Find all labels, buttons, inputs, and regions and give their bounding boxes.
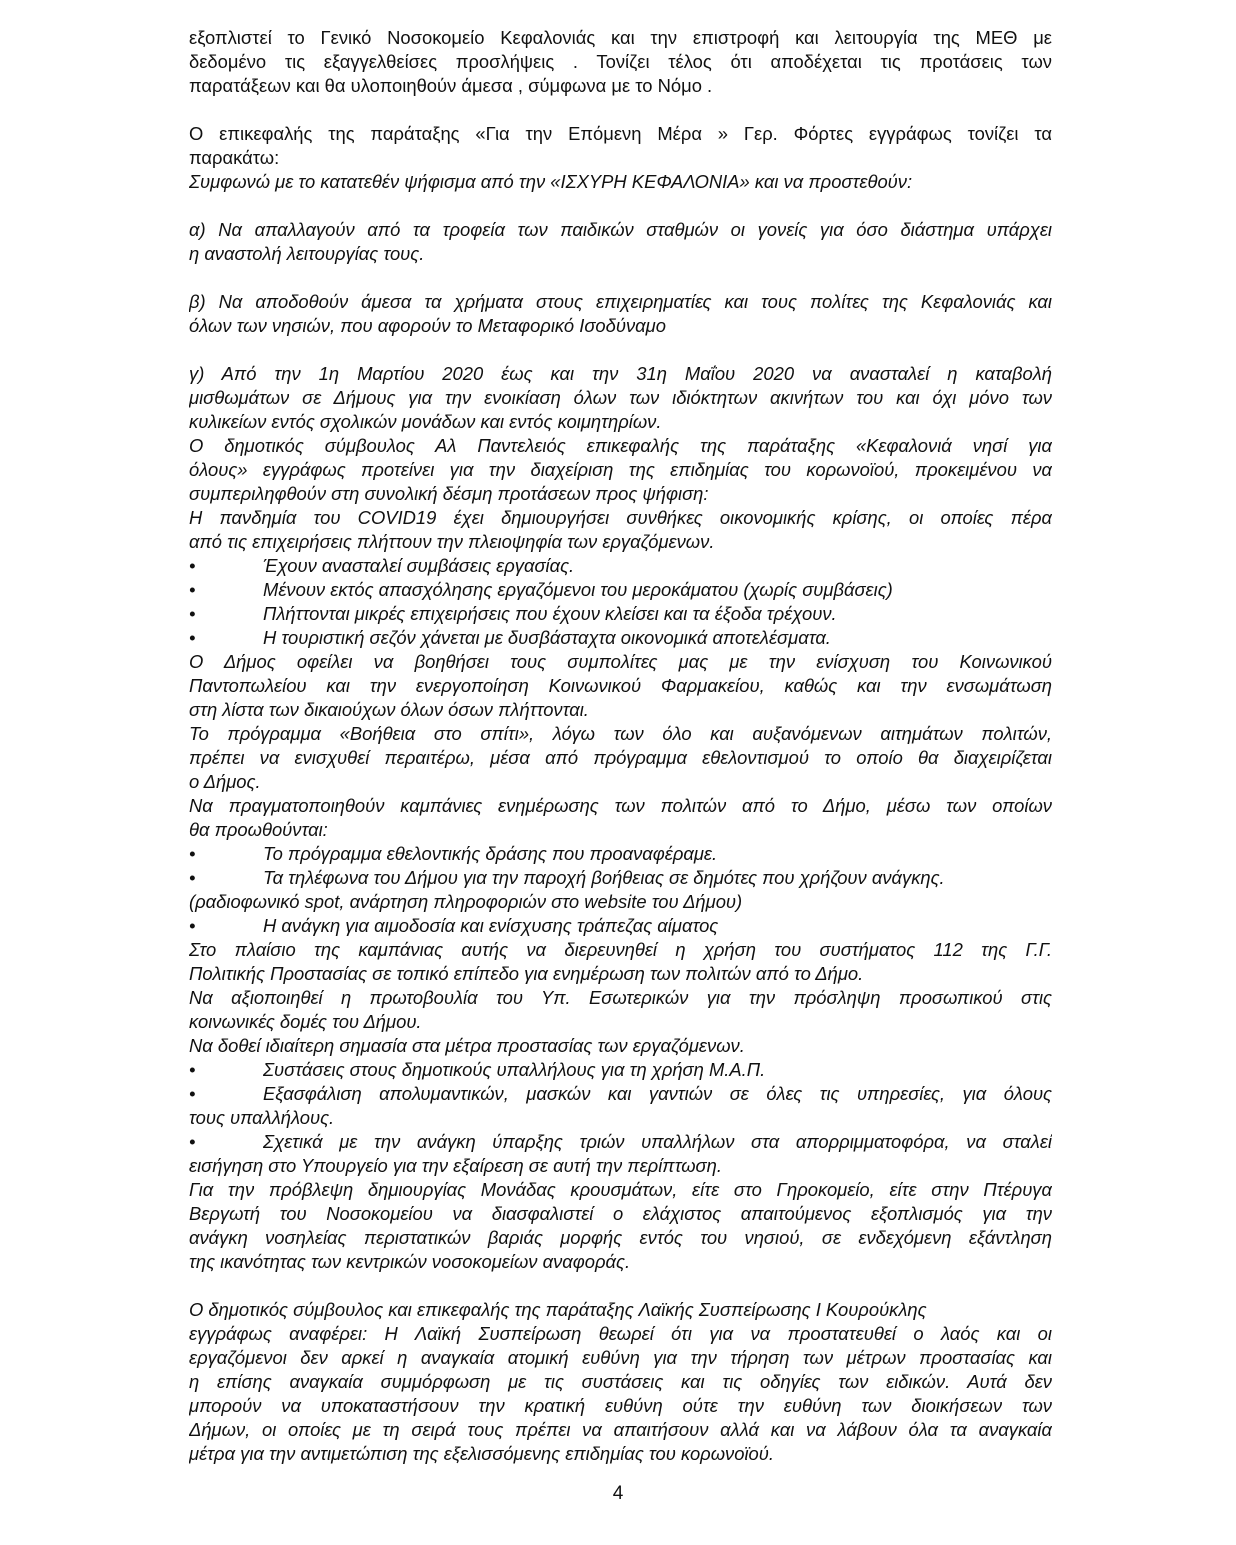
text-line: Να δοθεί ιδιαίτερη σημασία στα μέτρα προστασίας των εργαζόμενων. bbox=[189, 1035, 745, 1056]
text-line: θα προωθούνται: bbox=[189, 819, 328, 840]
text-line: α) Να απαλλαγούν από τα τροφεία των παιδικών σταθμών οι γονείς για όσο διάστημα υπάρχει bbox=[189, 219, 1052, 240]
text-line: Βεργωτή του Νοσοκομείου να διασφαλιστεί ο ελάχιστος απαιτούμενος εξοπλισμός για την bbox=[189, 1203, 1052, 1224]
bullet-item bbox=[189, 1082, 1052, 1106]
bullet-text: Μένουν εκτός απασχόλησης εργαζόμενοι του μεροκάματου (χωρίς συμβάσεις) bbox=[263, 579, 893, 600]
text-line: συμπεριληφθούν στη συνολική δέσμη προτάσεων προς ψήφιση: bbox=[189, 483, 709, 504]
bullet-marker: • bbox=[189, 579, 196, 600]
bullet-item bbox=[189, 1130, 1052, 1154]
text-line: δεδομένο τις εξαγγελθείσες προσλήψεις . Τονίζει τέλος ότι αποδέχεται τις προτάσεις των bbox=[189, 51, 1052, 72]
bullet-marker: • bbox=[189, 843, 196, 864]
bullet-item bbox=[189, 842, 1052, 866]
bullet-text: Συστάσεις στους δημοτικούς υπαλλήλους για τη χρήση Μ.Α.Π. bbox=[263, 1059, 766, 1080]
bullet-marker: • bbox=[189, 603, 196, 624]
text-line: β) Να αποδοθούν άμεσα τα χρήματα στους επιχειρηματίες και τους πολίτες της Κεφαλονιάς και bbox=[189, 291, 1052, 312]
page-number: 4 bbox=[612, 1483, 624, 1504]
text-line: από τις επιχειρήσεις πλήττουν την πλειοψηφία των εργαζόμενων. bbox=[189, 531, 715, 552]
text-line: Το πρόγραμμα «Βοήθεια στο σπίτι», λόγω των όλο και αυξανόμενων αιτημάτων πολιτών, bbox=[189, 723, 1052, 744]
text-line: εξοπλιστεί το Γενικό Νοσοκομείο Κεφαλονιάς και την επιστροφή και λειτουργία της ΜΕΘ με bbox=[189, 27, 1052, 48]
bullet-text: Η τουριστική σεζόν χάνεται με δυσβάσταχτα οικονομικά αποτελέσματα. bbox=[263, 627, 831, 648]
text-line: κυλικείων εντός σχολικών μονάδων και εντός κοιμητηρίων. bbox=[189, 411, 662, 432]
text-line: εργαζόμενοι δεν αρκεί η αναγκαία ατομική ευθύνη για την τήρηση των μέτρων προστασίας και bbox=[189, 1347, 1052, 1368]
text-line: Να αξιοποιηθεί η πρωτοβουλία του Υπ. Εσωτερικών για την πρόσληψη προσωπικού στις bbox=[189, 987, 1052, 1008]
bullet-text: Το πρόγραμμα εθελοντικής δράσης που προαναφέραμε. bbox=[263, 843, 718, 864]
bullet-text: Πλήττονται μικρές επιχειρήσεις που έχουν κλείσει και τα έξοδα τρέχουν. bbox=[263, 603, 837, 624]
text-line: της ικανότητας των κεντρικών νοσοκομείων αναφοράς. bbox=[189, 1251, 631, 1272]
text-line: ανάγκη νοσηλείας περιστατικών βαριάς μορφής εντός του νησιού, σε ενδεχόμενη εξάντληση bbox=[189, 1227, 1052, 1248]
text-line: εισήγηση στο Υπουργείο για την εξαίρεση σε αυτή την περίπτωση. bbox=[189, 1155, 722, 1176]
bullet-marker: • bbox=[189, 1059, 196, 1080]
text-line: μπορούν να υποκαταστήσουν την κρατική ευθύνη ούτε την ευθύνη των διοικήσεων των bbox=[189, 1395, 1052, 1416]
text-line: όλων των νησιών, που αφορούν το Μεταφορικό Ισοδύναμο bbox=[189, 315, 666, 336]
text-line: γ) Από την 1η Μαρτίου 2020 έως και την 31η Μαΐου 2020 να ανασταλεί η καταβολή bbox=[189, 363, 1052, 384]
bullet-marker: • bbox=[189, 915, 196, 936]
bullet-text: Εξασφάλιση απολυμαντικών, μασκών και γαντιών σε όλες τις υπηρεσίες, για όλους bbox=[263, 1083, 1052, 1104]
text-line: η επίσης αναγκαία συμμόρφωση με τις συστάσεις και τις οδηγίες των ειδικών. Αυτά δεν bbox=[189, 1371, 1052, 1392]
text-line: όλους» εγγράφως προτείνει για την διαχείριση της επιδημίας του κορωνοϊού, προκειμένου να bbox=[189, 459, 1052, 480]
text-line: Δήμων, οι οποίες με τη σειρά τους πρέπει να απαιτήσουν αλλά και να λάβουν όλα τα αναγκαία bbox=[189, 1419, 1052, 1440]
bullet-marker: • bbox=[189, 627, 196, 648]
bullet-text: Σχετικά με την ανάγκη ύπαρξης τριών υπαλλήλων στα απορριμματοφόρα, να σταλεί bbox=[263, 1131, 1052, 1152]
text-line: ο Δήμος. bbox=[189, 771, 261, 792]
text-line: εγγράφως αναφέρει: Η Λαϊκή Συσπείρωση θεωρεί ότι για να προστατευθεί ο λαός και οι bbox=[189, 1323, 1052, 1344]
bullet-marker: • bbox=[189, 867, 196, 888]
text-line: παρατάξεων και θα υλοποιηθούν άμεσα , σύμφωνα με το Νόμο . bbox=[189, 75, 713, 96]
bullet-text: Έχουν ανασταλεί συμβάσεις εργασίας. bbox=[263, 555, 575, 576]
text-line: παρακάτω: bbox=[189, 147, 280, 168]
text-line: Παντοπωλείου και την ενεργοποίηση Κοινωνικού Φαρμακείου, καθώς και την ενσωμάτωση bbox=[189, 675, 1052, 696]
bullet-item bbox=[189, 1058, 1052, 1082]
bullet-item bbox=[189, 914, 1052, 938]
bullet-text: Η ανάγκη για αιμοδοσία και ενίσχυσης τράπεζας αίματος bbox=[263, 915, 719, 936]
text-line: Ο επικεφαλής της παράταξης «Για την Επόμενη Μέρα » Γερ. Φόρτες εγγράφως τονίζει τα bbox=[189, 123, 1052, 144]
text-line: Η πανδημία του COVID19 έχει δημιουργήσει συνθήκες οικονομικής κρίσης, οι οποίες πέρα bbox=[189, 507, 1052, 528]
text-line: πρέπει να ενισχυθεί περαιτέρω, μέσα από πρόγραμμα εθελοντισμού το οποίο θα διαχειρίζεται bbox=[189, 747, 1052, 768]
bullet-item bbox=[189, 602, 1052, 626]
text-line: Ο δημοτικός σύμβουλος και επικεφαλής της παράταξης Λαϊκής Συσπείρωσης Ι Κουρούκλης bbox=[189, 1299, 927, 1320]
bullet-item bbox=[189, 866, 1052, 890]
bullet-marker: • bbox=[189, 555, 196, 576]
text-line: Για την πρόβλεψη δημιουργίας Μονάδας κρουσμάτων, είτε στο Γηροκομείο, είτε στην Πτέρυγα bbox=[189, 1179, 1052, 1200]
text-line: μέτρα για την αντιμετώπιση της εξελισσόμενης επιδημίας του κορωνοϊού. bbox=[189, 1443, 774, 1464]
text-line: Στο πλαίσιο της καμπάνιας αυτής να διερευνηθεί η χρήση του συστήματος 112 της Γ.Γ. bbox=[189, 939, 1052, 960]
bullet-text: Τα τηλέφωνα του Δήμου για την παροχή βοήθειας σε δημότες που χρήζουν ανάγκης. bbox=[263, 867, 945, 888]
text-line: η αναστολή λειτουργίας τους. bbox=[189, 243, 425, 264]
text-line: μισθωμάτων σε Δήμους για την ενοικίαση όλων των ιδιόκτητων ακινήτων του και όχι μόνο των bbox=[189, 387, 1052, 408]
bullet-marker: • bbox=[189, 1131, 196, 1152]
bullet-item bbox=[189, 626, 1052, 650]
text-line: τους υπαλλήλους. bbox=[189, 1107, 335, 1128]
bullet-item bbox=[189, 554, 1052, 578]
bullet-marker: • bbox=[189, 1083, 196, 1104]
text-line: Ο Δήμος οφείλει να βοηθήσει τους συμπολίτες μας με την ενίσχυση του Κοινωνικού bbox=[189, 651, 1052, 672]
text-line: κοινωνικές δομές του Δήμου. bbox=[189, 1011, 422, 1032]
bullet-item bbox=[189, 578, 1052, 602]
text-line: στη λίστα των δικαιούχων όλων όσων πλήττονται. bbox=[189, 699, 589, 720]
text-line: (ραδιοφωνικό spot, ανάρτηση πληροφοριών στο website του Δήμου) bbox=[189, 891, 743, 912]
text-line: Να πραγματοποιηθούν καμπάνιες ενημέρωσης των πολιτών από το Δήμο, μέσω των οποίων bbox=[189, 795, 1052, 816]
text-line: Πολιτικής Προστασίας σε τοπικό επίπεδο για ενημέρωση των πολιτών από το Δήμο. bbox=[189, 963, 864, 984]
text-line: Ο δημοτικός σύμβουλος Αλ Παντελειός επικεφαλής της παράταξης «Κεφαλονιά νησί για bbox=[189, 435, 1052, 456]
text-line: Συμφωνώ με το κατατεθέν ψήφισμα από την «ΙΣΧΥΡΗ ΚΕΦΑΛΟΝΙΑ» και να προστεθούν: bbox=[189, 171, 913, 192]
